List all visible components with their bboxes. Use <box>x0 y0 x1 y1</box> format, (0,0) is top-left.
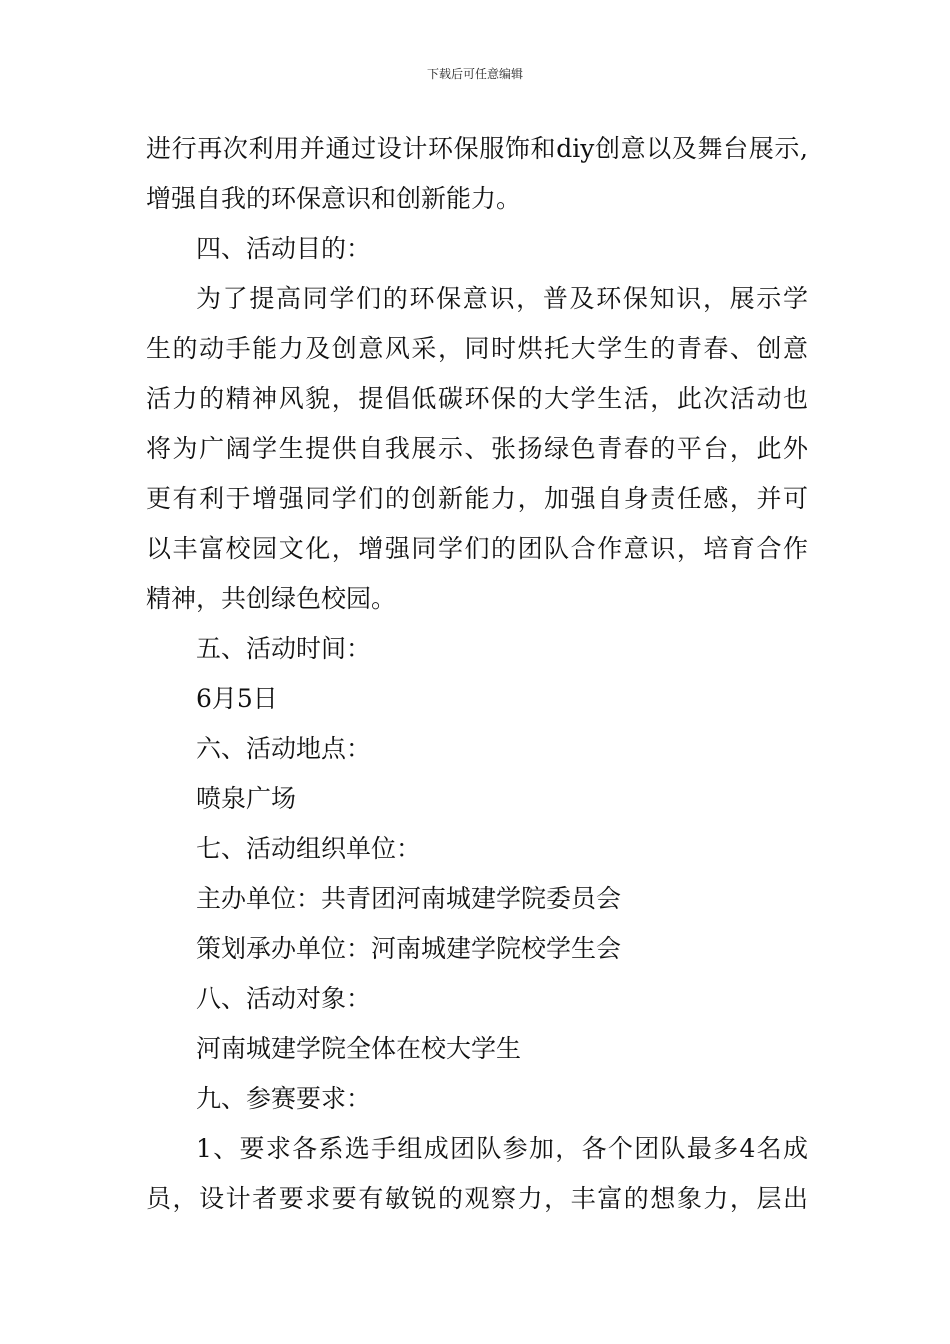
text-line-5: 生的动手能力及创意风采，同时烘托大学生的青春、创意 <box>146 334 808 363</box>
section-heading-location: 六、活动地点： <box>196 734 372 763</box>
text-line-9: 以丰富校园文化，增强同学们的团队合作意识，培育合作 <box>146 534 808 563</box>
text-line-4: 为了提高同学们的环保意识，普及环保知识，展示学 <box>196 284 808 313</box>
text-line-21: 1、要求各系选手组成团队参加，各个团队最多4名成 <box>196 1134 808 1163</box>
text-line-6: 活力的精神风貌，提倡低碳环保的大学生活，此次活动也 <box>146 384 808 413</box>
document-body <box>146 124 808 1224</box>
section-heading-time: 五、活动时间： <box>196 634 372 663</box>
text-line-10: 精神，共创绿色校园。 <box>146 584 397 613</box>
activity-location: 喷泉广场 <box>196 784 297 813</box>
section-heading-organizer: 七、活动组织单位： <box>196 834 422 863</box>
host-unit: 主办单位：共青团河南城建学院委员会 <box>196 884 622 913</box>
section-heading-purpose: 四、活动目的： <box>196 234 372 263</box>
section-heading-requirements: 九、参赛要求： <box>196 1084 372 1113</box>
section-heading-audience: 八、活动对象： <box>196 984 372 1013</box>
activity-date: 6月5日 <box>196 684 278 713</box>
page-header: 下载后可任意编辑 <box>426 67 523 81</box>
text-line-1: 进行再次利用并通过设计环保服饰和diy创意以及舞台展示, <box>146 134 808 163</box>
text-line-7: 将为广阔学生提供自我展示、张扬绿色青春的平台，此外 <box>146 434 808 463</box>
text-line-8: 更有利于增强同学们的创新能力，加强自身责任感，并可 <box>146 484 808 513</box>
planning-unit: 策划承办单位：河南城建学院校学生会 <box>196 934 622 963</box>
activity-audience: 河南城建学院全体在校大学生 <box>196 1034 522 1063</box>
text-line-22: 员，设计者要求要有敏锐的观察力，丰富的想象力，层出 <box>146 1184 808 1213</box>
text-line-2: 增强自我的环保意识和创新能力。 <box>146 184 522 213</box>
